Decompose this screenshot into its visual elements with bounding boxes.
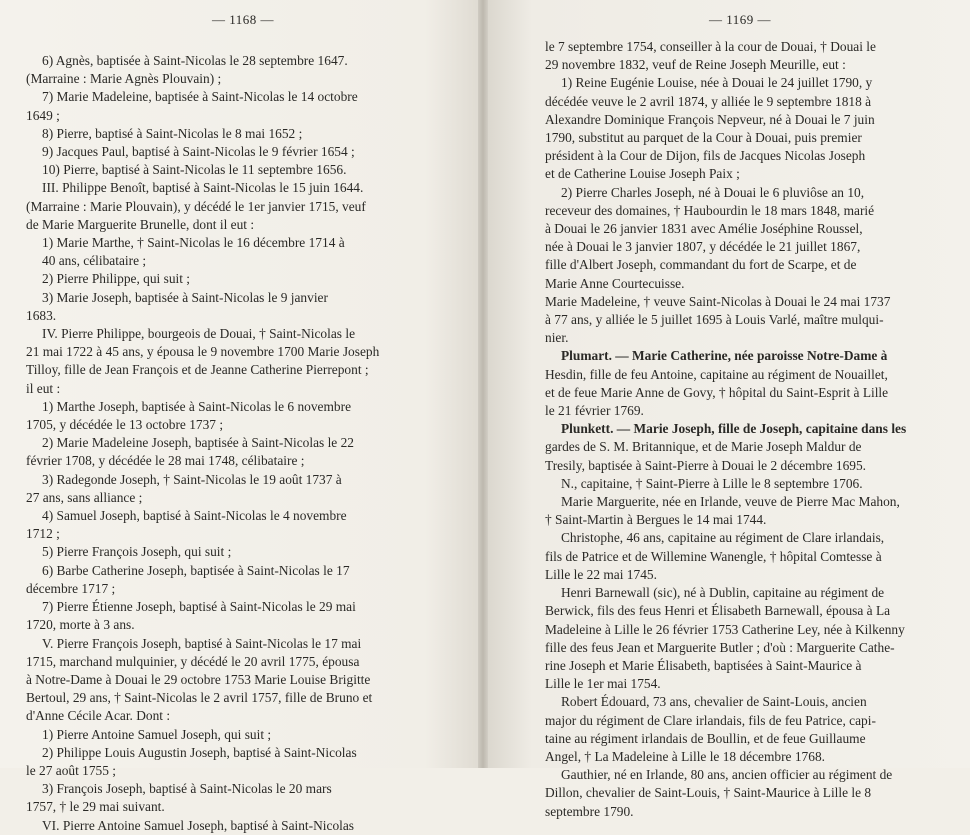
text-line: rine Joseph et Marie Élisabeth, baptisées à Saint-Maurice à [545,657,862,673]
text-line: V. Pierre François Joseph, baptisé à Saint-Nicolas le 17 mai [42,635,362,651]
text-line: Lille le 22 mai 1745. [545,566,657,582]
text-line: fille d'Albert Joseph, commandant du fort de Scarpe, et de [545,257,857,273]
entry-heading-line: Plumart. — Marie Catherine, née paroisse Notre-Dame à [561,348,888,364]
text-line: Tresily, baptisée à Saint-Pierre à Douai le 2 décembre 1695. [545,457,867,473]
text-line: Alexandre Dominique François Nepveur, né à Douai le 7 juin [545,111,875,127]
text-line: Marie Marguerite, née en Irlande, veuve de Pierre Mac Mahon, [561,494,900,510]
text-line: Gauthier, né en Irlande, 80 ans, ancien officier au régiment de [561,767,893,783]
text-column [26,52,414,835]
text-line: major du régiment de Clare irlandais, fils de feu Patrice, capi- [545,712,876,728]
text-line: VI. Pierre Antoine Samuel Joseph, baptisé à Saint-Nicolas [42,817,355,833]
text-line: 7) Marie Madeleine, baptisée à Saint-Nicolas le 14 octobre [42,89,358,105]
text-line: il eut : [26,380,61,396]
text-line: 1715, marchand mulquinier, y décédé le 20 avril 1775, épousa [26,653,360,669]
text-line: 1) Reine Eugénie Louise, née à Douai le 24 juillet 1790, y [561,75,873,91]
text-line: N., capitaine, † Saint-Pierre à Lille le 8 septembre 1706. [561,475,863,491]
right-page [483,0,970,819]
text-line: d'Anne Cécile Acar. Dont : [26,708,171,724]
book-gutter [478,0,488,768]
text-line: le 27 août 1755 ; [26,762,117,778]
text-line: 9) Jacques Paul, baptisé à Saint-Nicolas le 9 février 1654 ; [42,144,355,160]
text-line: Christophe, 46 ans, capitaine au régiment de Clare irlandais, [561,530,885,546]
text-line: 3) Marie Joseph, baptisée à Saint-Nicolas le 9 janvier [42,289,328,305]
text-line: 5) Pierre François Joseph, qui suit ; [42,544,232,560]
text-line: 8) Pierre, baptisé à Saint-Nicolas le 8 mai 1652 ; [42,125,303,141]
text-line: 7) Pierre Étienne Joseph, baptisé à Saint-Nicolas le 29 mai [42,599,356,615]
text-line: Hesdin, fille de feu Antoine, capitaine au régiment de Nouaillet, [545,366,888,382]
text-line: 1649 ; [26,107,60,123]
text-line: et de Catherine Louise Joseph Paix ; [545,166,740,182]
text-line: III. Philippe Benoît, baptisé à Saint-Nicolas le 15 juin 1644. [42,180,364,196]
text-line: (Marraine : Marie Agnès Plouvain) ; [26,71,222,87]
text-line: 27 ans, sans alliance ; [26,489,143,505]
text-line: le 7 septembre 1754, conseiller à la cour de Douai, † Douai le [545,39,876,54]
text-line: décédée veuve le 2 avril 1874, y alliée le 9 septembre 1818 à [545,93,872,109]
text-line: † Saint-Martin à Bergues le 14 mai 1744. [545,512,767,528]
text-line: Lille le 1er mai 1754. [545,676,661,692]
text-line: à 77 ans, y alliée le 5 juillet 1695 à Louis Varlé, maître mulqui- [545,312,884,328]
text-line: président à la Cour de Dijon, fils de Jacques Nicolas Joseph [545,148,866,164]
text-line: 2) Philippe Louis Augustin Joseph, baptisé à Saint-Nicolas [42,744,357,760]
text-line: Robert Édouard, 73 ans, chevalier de Saint-Louis, ancien [561,694,867,710]
text-line: receveur des domaines, † Haubourdin le 18 mars 1848, marié [545,202,875,218]
text-line: le 21 février 1769. [545,403,644,419]
page-number: — 1168 — [212,12,275,27]
text-line: 1757, † le 29 mai suivant. [26,799,165,815]
text-line: Henri Barnewall (sic), né à Dublin, capitaine au régiment de [561,585,885,601]
text-line: 6) Barbe Catherine Joseph, baptisée à Saint-Nicolas le 17 [42,562,350,578]
text-line: Marie Madeleine, † veuve Saint-Nicolas à Douai le 24 mai 1737 [545,293,891,309]
text-line: née à Douai le 3 janvier 1807, y décédée le 21 juillet 1867, [545,239,861,255]
text-line: 1683. [26,307,57,323]
text-line: fils de Patrice et de Willemine Wanengle, † hôpital Comtesse à [545,548,882,564]
text-line: décembre 1717 ; [26,580,116,596]
text-line: (Marraine : Marie Plouvain), y décédé le 1er janvier 1715, veuf [26,198,366,214]
page-number: — 1169 — [709,12,772,27]
text-line: fille des feus Jean et Marguerite Butler ; d'où : Marguerite Cathe- [545,639,895,655]
entry-heading-line: Plunkett. — Marie Joseph, fille de Joseph, capitaine dans les [561,421,907,437]
text-line: 1720, morte à 3 ans. [26,617,135,633]
text-line: 2) Pierre Philippe, qui suit ; [42,271,191,287]
text-line: nier. [545,330,569,346]
text-line: 3) Radegonde Joseph, † Saint-Nicolas le 19 août 1737 à [42,471,342,487]
text-line: 1) Marie Marthe, † Saint-Nicolas le 16 décembre 1714 à [42,235,345,251]
text-line: février 1708, y décédée le 28 mai 1748, célibataire ; [26,453,305,469]
text-line: 1712 ; [26,526,60,542]
text-line: à Notre-Dame à Douai le 29 octobre 1753 Marie Louise Brigitte [26,671,371,687]
text-line: 1790, substitut au parquet de la Cour à Douai, puis premier [545,130,862,146]
text-line: 21 mai 1722 à 45 ans, y épousa le 9 novembre 1700 Marie Joseph [26,344,380,360]
text-line: 29 novembre 1832, veuf de Reine Joseph Meurille, eut : [545,57,846,73]
text-line: IV. Pierre Philippe, bourgeois de Douai, † Saint-Nicolas le [42,326,356,342]
text-line: taine au régiment irlandais de Boullin, et de feue Guillaume [545,730,866,746]
text-line: à Douai le 26 janvier 1831 avec Amélie Joséphine Roussel, [545,221,863,237]
text-line: 40 ans, célibataire ; [42,253,147,269]
text-line: Madeleine à Lille le 26 février 1753 Catherine Ley, née à Kilkenny [545,621,905,637]
text-line: Marie Anne Courtecuisse. [545,275,685,291]
text-line: 4) Samuel Joseph, baptisé à Saint-Nicolas le 4 novembre [42,508,347,524]
text-line: 2) Pierre Charles Joseph, né à Douai le 6 pluviôse an 10, [561,184,865,200]
text-line: Berwick, fils des feus Henri et Élisabeth Barnewall, épousa à La [545,603,891,619]
text-line: 2) Marie Madeleine Joseph, baptisée à Saint-Nicolas le 22 [42,435,354,451]
text-line: septembre 1790. [545,803,634,819]
text-line: 1705, y décédée le 13 octobre 1737 ; [26,417,224,433]
text-line: Tilloy, fille de Jean François et de Jeanne Catherine Pierrepont ; [26,362,369,378]
text-line: 10) Pierre, baptisé à Saint-Nicolas le 11 septembre 1656. [42,162,347,178]
text-line: Angel, † La Madeleine à Lille le 18 décembre 1768. [545,748,825,764]
text-column [545,38,945,821]
text-line: Dillon, chevalier de Saint-Louis, † Saint-Maurice à Lille le 8 [545,785,872,801]
text-line: Bertoul, 29 ans, † Saint-Nicolas le 2 avril 1757, fille de Bruno et [26,690,373,706]
text-line: 1) Marthe Joseph, baptisée à Saint-Nicolas le 6 novembre [42,398,352,414]
text-line: 3) François Joseph, baptisé à Saint-Nicolas le 20 mars [42,781,332,797]
text-line: gardes de S. M. Britannique, et de Marie Joseph Maldur de [545,439,862,455]
text-line: 6) Agnès, baptisée à Saint-Nicolas le 28 septembre 1647. [42,53,348,68]
text-line: et de feue Marie Anne de Govy, † hôpital du Saint-Esprit à Lille [545,384,889,400]
text-line: 1) Pierre Antoine Samuel Joseph, qui suit ; [42,726,272,742]
left-page [0,0,483,833]
text-line: de Marie Marguerite Brunelle, dont il eut : [26,216,255,232]
